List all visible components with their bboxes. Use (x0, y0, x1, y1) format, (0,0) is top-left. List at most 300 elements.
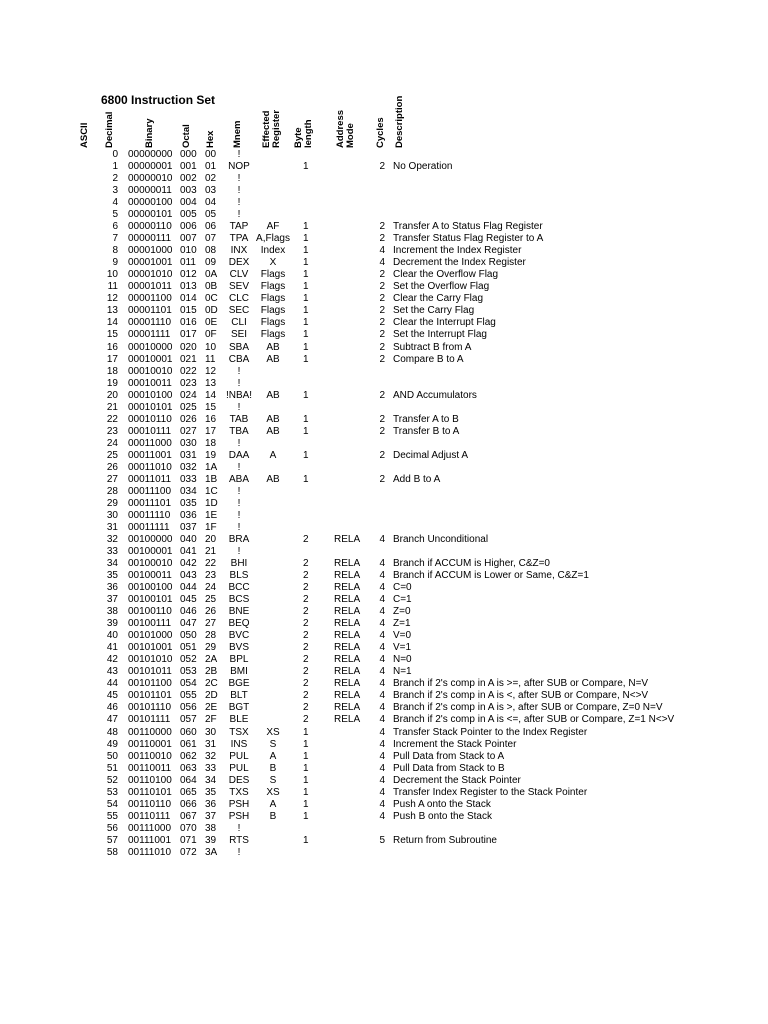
binary-cell: 00110100 (128, 774, 172, 786)
register-cell: Flags (260, 317, 286, 329)
description-cell: Branch Unconditional (393, 534, 489, 545)
binary-cell: 00100111 (128, 618, 172, 630)
cycles-cell: 4 (379, 257, 385, 269)
mnemonic-cell: ! (237, 377, 241, 389)
byte-length-cell: 2 (303, 582, 309, 594)
decimal-cell: 30 (106, 509, 118, 521)
mnemonic-cell: PUL (229, 750, 249, 762)
table-row (0, 751, 768, 763)
table-row (0, 390, 768, 402)
binary-cell: 00011101 (128, 497, 172, 509)
decimal-cell: 24 (106, 437, 118, 449)
header-register-line2: Register (271, 109, 282, 148)
byte-length-cell: 1 (303, 269, 309, 281)
decimal-cell: 41 (106, 642, 118, 654)
register-cell: Flags (260, 293, 286, 305)
description-cell: Increment the Stack Pointer (393, 738, 517, 750)
table-row (0, 582, 768, 594)
address-mode-cell: RELA (334, 618, 361, 630)
octal-cell: 000 (180, 149, 197, 160)
byte-length-cell: 2 (303, 630, 309, 642)
byte-length-cell: 1 (303, 233, 309, 245)
binary-cell: 00110010 (128, 750, 172, 762)
register-cell: Flags (260, 269, 286, 281)
table-row (0, 450, 768, 462)
decimal-cell: 21 (106, 401, 118, 413)
binary-cell: 00101010 (128, 654, 173, 666)
hex-cell: 2B (205, 666, 218, 678)
mnemonic-cell: ! (237, 365, 241, 377)
hex-cell: 1D (205, 497, 218, 509)
cycles-cell: 2 (379, 329, 385, 341)
mnemonic-cell: BVS (228, 642, 249, 654)
cycles-cell: 4 (379, 762, 385, 774)
table-row (0, 642, 768, 654)
register-cell: A,Flags (256, 233, 290, 245)
table-row (0, 173, 768, 185)
octal-cell: 040 (180, 534, 197, 545)
hex-cell: 33 (205, 762, 217, 774)
address-mode-cell: RELA (334, 558, 361, 570)
header-binary: Binary (144, 118, 155, 148)
mnemonic-cell: ! (237, 401, 241, 413)
decimal-cell: 14 (106, 317, 118, 329)
binary-cell: 00001101 (128, 305, 172, 317)
mnemonic-cell: CLI (231, 317, 247, 329)
table-row (0, 378, 768, 390)
cycles-cell: 2 (379, 233, 385, 245)
decimal-cell: 45 (106, 690, 118, 702)
binary-cell: 00000011 (128, 185, 172, 197)
octal-cell: 013 (180, 281, 197, 293)
octal-cell: 060 (180, 726, 197, 738)
byte-length-cell: 1 (303, 750, 309, 762)
table-row (0, 775, 768, 787)
address-mode-cell: RELA (334, 678, 361, 690)
table-row (0, 354, 768, 366)
hex-cell: 0E (205, 317, 218, 329)
table-row (0, 570, 768, 582)
hex-cell: 15 (205, 401, 217, 413)
mnemonic-cell: ! (237, 546, 241, 558)
hex-cell: 30 (205, 726, 217, 738)
octal-cell: 063 (180, 762, 197, 774)
address-mode-cell: RELA (334, 594, 361, 606)
octal-cell: 007 (180, 233, 197, 245)
binary-cell: 00010110 (128, 413, 172, 425)
cycles-cell: 4 (379, 786, 385, 798)
description-cell: Transfer A to Status Flag Register (393, 221, 543, 233)
hex-cell: 12 (205, 365, 217, 377)
hex-cell: 19 (205, 449, 217, 461)
hex-cell: 16 (205, 413, 217, 425)
decimal-cell: 11 (107, 281, 118, 293)
binary-cell: 00000110 (128, 221, 172, 233)
description-cell: Transfer Index Register to the Stack Pointer (393, 786, 588, 798)
hex-cell: 06 (205, 221, 217, 233)
hex-cell: 0F (205, 329, 217, 341)
mnemonic-cell: PUL (229, 762, 249, 774)
binary-cell: 00110011 (128, 762, 172, 774)
octal-cell: 011 (180, 257, 196, 269)
octal-cell: 045 (180, 594, 197, 606)
binary-cell: 00110000 (128, 726, 172, 738)
binary-cell: 00111001 (128, 834, 172, 846)
hex-cell: 1B (205, 473, 218, 485)
byte-length-cell: 1 (303, 449, 309, 461)
address-mode-cell: RELA (334, 582, 361, 594)
table-row (0, 329, 768, 341)
binary-cell: 00010111 (128, 425, 172, 437)
table-row (0, 727, 768, 739)
table-row (0, 522, 768, 534)
table-row (0, 245, 768, 257)
byte-length-cell: 2 (303, 618, 309, 630)
octal-cell: 030 (180, 437, 197, 449)
binary-cell: 00101111 (128, 714, 171, 726)
decimal-cell: 37 (106, 594, 118, 606)
header-mode-line2: Mode (345, 123, 356, 148)
binary-cell: 00010100 (128, 389, 173, 401)
table-row (0, 161, 768, 173)
decimal-cell: 16 (106, 341, 118, 353)
hex-cell: 17 (205, 425, 217, 437)
cycles-cell: 2 (379, 281, 385, 293)
mnemonic-cell: BNE (228, 606, 250, 618)
octal-cell: 055 (180, 690, 197, 702)
register-cell: A (269, 449, 277, 461)
cycles-cell: 4 (379, 678, 385, 690)
binary-cell: 00000000 (128, 149, 173, 160)
binary-cell: 00100011 (128, 570, 172, 582)
table-row (0, 269, 768, 281)
octal-cell: 005 (180, 209, 197, 221)
octal-cell: 033 (180, 473, 197, 485)
instruction-table (0, 149, 768, 859)
hex-cell: 28 (205, 630, 217, 642)
cycles-cell: 2 (379, 305, 385, 317)
table-row (0, 594, 768, 606)
hex-cell: 14 (205, 389, 217, 401)
decimal-cell: 8 (112, 245, 118, 257)
byte-length-cell: 2 (303, 594, 309, 606)
binary-cell: 00100110 (128, 606, 172, 618)
decimal-cell: 40 (106, 630, 118, 642)
hex-cell: 1A (205, 461, 218, 473)
table-row (0, 763, 768, 775)
description-cell: N=1 (393, 666, 412, 678)
cycles-cell: 2 (379, 161, 385, 173)
decimal-cell: 52 (106, 774, 118, 786)
octal-cell: 023 (180, 377, 197, 389)
mnemonic-cell: ! (237, 197, 241, 209)
hex-cell: 24 (205, 582, 217, 594)
binary-cell: 00111000 (128, 822, 172, 834)
binary-cell: 00011110 (128, 509, 171, 521)
register-cell: Flags (260, 305, 286, 317)
decimal-cell: 35 (106, 570, 118, 582)
description-cell: Transfer Stack Pointer to the Index Register (393, 726, 588, 738)
mnemonic-cell: TPA (229, 233, 249, 245)
decimal-cell: 57 (106, 834, 118, 846)
cycles-cell: 4 (379, 606, 385, 618)
binary-cell: 00001110 (128, 317, 172, 329)
byte-length-cell: 1 (303, 810, 309, 822)
decimal-cell: 2 (112, 173, 118, 185)
decimal-cell: 56 (106, 822, 118, 834)
hex-cell: 05 (205, 209, 217, 221)
decimal-cell: 53 (106, 786, 118, 798)
octal-cell: 042 (180, 558, 197, 570)
description-cell: V=0 (393, 630, 412, 642)
address-mode-cell: RELA (334, 702, 361, 714)
decimal-cell: 29 (106, 497, 118, 509)
header-address-mode (336, 110, 356, 148)
octal-cell: 053 (180, 666, 197, 678)
hex-cell: 02 (205, 173, 217, 185)
binary-cell: 00000001 (128, 161, 173, 173)
octal-cell: 065 (180, 786, 197, 798)
byte-length-cell: 1 (303, 834, 309, 846)
hex-cell: 2F (205, 714, 217, 726)
hex-cell: 0D (205, 305, 218, 317)
mnemonic-cell: ! (237, 509, 241, 521)
description-cell: Decimal Adjust A (393, 449, 469, 461)
description-cell: Clear the Overflow Flag (393, 269, 499, 281)
address-mode-cell: RELA (334, 630, 361, 642)
hex-cell: 26 (205, 606, 217, 618)
register-cell: AF (266, 221, 280, 233)
mnemonic-cell: ! (237, 149, 241, 160)
address-mode-cell: RELA (334, 606, 361, 618)
cycles-cell: 4 (379, 774, 385, 786)
binary-cell: 00111010 (128, 846, 172, 858)
binary-cell: 00101001 (128, 642, 173, 654)
mnemonic-cell: !NBA! (225, 389, 253, 401)
octal-cell: 001 (180, 161, 197, 173)
table-row (0, 654, 768, 666)
cycles-cell: 5 (379, 834, 385, 846)
hex-cell: 3A (205, 846, 218, 858)
byte-length-cell: 1 (303, 762, 309, 774)
mnemonic-cell: ! (237, 437, 241, 449)
mnemonic-cell: ! (237, 846, 241, 858)
description-cell: Push B onto the Stack (393, 810, 492, 822)
description-cell: Branch if ACCUM is Lower or Same, C&Z=1 (393, 570, 589, 582)
register-cell: AB (266, 413, 280, 425)
decimal-cell: 25 (106, 449, 118, 461)
octal-cell: 034 (180, 485, 197, 497)
register-cell: XS (266, 786, 280, 798)
binary-cell: 00000100 (128, 197, 173, 209)
page-title: 6800 Instruction Set (101, 93, 216, 107)
octal-cell: 051 (180, 642, 197, 654)
mnemonic-cell: ! (237, 461, 241, 473)
hex-cell: 23 (205, 570, 217, 582)
table-row (0, 811, 768, 823)
cycles-cell: 4 (379, 702, 385, 714)
decimal-cell: 33 (106, 546, 118, 558)
decimal-cell: 54 (106, 798, 118, 810)
byte-length-cell: 1 (303, 329, 309, 341)
description-cell: Increment the Index Register (393, 245, 522, 257)
hex-cell: 1E (205, 509, 218, 521)
table-row (0, 534, 768, 546)
register-cell: Flags (260, 329, 286, 341)
mnemonic-cell: ! (237, 209, 241, 221)
header-description: Description (394, 95, 405, 148)
description-cell: Transfer B to A (393, 425, 460, 437)
mnemonic-cell: BCC (228, 582, 250, 594)
byte-length-cell: 1 (303, 786, 309, 798)
octal-cell: 002 (180, 173, 197, 185)
octal-cell: 003 (180, 185, 197, 197)
table-row (0, 197, 768, 209)
octal-cell: 072 (180, 846, 197, 858)
octal-cell: 026 (180, 413, 197, 425)
byte-length-cell: 1 (303, 317, 309, 329)
decimal-cell: 51 (106, 762, 118, 774)
binary-cell: 00001111 (128, 329, 171, 341)
decimal-cell: 7 (112, 233, 118, 245)
mnemonic-cell: ! (237, 485, 241, 497)
octal-cell: 025 (180, 401, 197, 413)
description-cell: Set the Carry Flag (393, 305, 475, 317)
mnemonic-cell: ! (237, 185, 241, 197)
decimal-cell: 10 (106, 269, 118, 281)
table-row (0, 823, 768, 835)
octal-cell: 020 (180, 341, 197, 353)
register-cell: B (269, 762, 277, 774)
address-mode-cell: RELA (334, 642, 361, 654)
table-row (0, 221, 768, 233)
hex-cell: 01 (205, 161, 217, 173)
table-row (0, 618, 768, 630)
byte-length-cell: 1 (303, 221, 309, 233)
mnemonic-cell: RTS (229, 834, 249, 846)
table-row (0, 462, 768, 474)
description-cell: Branch if 2's comp in A is >, after SUB or Compare, Z=0 N=V (393, 702, 663, 714)
binary-cell: 00001100 (128, 293, 172, 305)
byte-length-cell: 1 (303, 305, 309, 317)
table-row (0, 209, 768, 221)
decimal-cell: 23 (106, 425, 118, 437)
octal-cell: 016 (180, 317, 197, 329)
description-cell: C=1 (393, 594, 412, 606)
hex-cell: 27 (205, 618, 217, 630)
cycles-cell: 4 (379, 642, 385, 654)
binary-cell: 00100101 (128, 594, 173, 606)
cycles-cell: 2 (379, 413, 385, 425)
description-cell: Transfer Status Flag Register to A (393, 233, 544, 245)
octal-cell: 050 (180, 630, 197, 642)
binary-cell: 00011011 (128, 473, 172, 485)
octal-cell: 021 (180, 353, 197, 365)
octal-cell: 041 (180, 546, 197, 558)
register-cell: Flags (260, 281, 286, 293)
binary-cell: 00110101 (128, 786, 172, 798)
binary-cell: 00100001 (128, 546, 173, 558)
byte-length-cell: 1 (303, 389, 309, 401)
hex-cell: 2A (205, 654, 218, 666)
decimal-cell: 20 (106, 389, 118, 401)
decimal-cell: 36 (106, 582, 118, 594)
binary-cell: 00110111 (128, 810, 171, 822)
cycles-cell: 4 (379, 726, 385, 738)
mnemonic-cell: BEQ (228, 618, 250, 630)
mnemonic-cell: ! (237, 521, 241, 533)
hex-cell: 07 (205, 233, 217, 245)
mnemonic-cell: ! (237, 173, 241, 185)
mnemonic-cell: SEC (228, 305, 250, 317)
octal-cell: 047 (180, 618, 197, 630)
header-register-line1: Effected (261, 110, 272, 148)
decimal-cell: 49 (106, 738, 118, 750)
description-cell: Set the Interrupt Flag (393, 329, 487, 341)
octal-cell: 062 (180, 750, 197, 762)
cycles-cell: 4 (379, 750, 385, 762)
cycles-cell: 2 (379, 389, 385, 401)
table-row (0, 787, 768, 799)
octal-cell: 046 (180, 606, 197, 618)
mnemonic-cell: CBA (228, 353, 250, 365)
register-cell: AB (266, 353, 280, 365)
mnemonic-cell: PSH (228, 810, 250, 822)
byte-length-cell: 1 (303, 161, 309, 173)
table-row (0, 342, 768, 354)
hex-cell: 09 (205, 257, 217, 269)
decimal-cell: 28 (106, 485, 118, 497)
decimal-cell: 42 (106, 654, 118, 666)
binary-cell: 00010000 (128, 341, 173, 353)
hex-cell: 00 (205, 149, 217, 160)
cycles-cell: 4 (379, 570, 385, 582)
hex-cell: 08 (205, 245, 217, 257)
mnemonic-cell: BLT (230, 690, 248, 702)
decimal-cell: 22 (106, 413, 118, 425)
register-cell: Index (260, 245, 286, 257)
table-row (0, 690, 768, 702)
octal-cell: 004 (180, 197, 197, 209)
register-cell: S (269, 738, 277, 750)
mnemonic-cell: BPL (229, 654, 249, 666)
octal-cell: 056 (180, 702, 197, 714)
mnemonic-cell: NOP (228, 161, 250, 173)
header-register (262, 110, 282, 148)
byte-length-cell: 2 (303, 714, 309, 726)
header-byte-length (294, 120, 314, 149)
header-octal: Octal (181, 124, 192, 148)
cycles-cell: 4 (379, 798, 385, 810)
table-row (0, 835, 768, 847)
octal-cell: 032 (180, 461, 197, 473)
byte-length-cell: 2 (303, 606, 309, 618)
table-row (0, 305, 768, 317)
byte-length-cell: 2 (303, 558, 309, 570)
mnemonic-cell: BLS (229, 570, 249, 582)
hex-cell: 11 (205, 353, 216, 365)
byte-length-cell: 1 (303, 281, 309, 293)
byte-length-cell: 1 (303, 413, 309, 425)
cycles-cell: 2 (379, 317, 385, 329)
cycles-cell: 2 (379, 269, 385, 281)
decimal-cell: 6 (112, 221, 118, 233)
description-cell: V=1 (393, 642, 412, 654)
hex-cell: 25 (205, 594, 217, 606)
address-mode-cell: RELA (334, 690, 361, 702)
octal-cell: 027 (180, 425, 197, 437)
header-ascii: ASCII (79, 122, 90, 148)
